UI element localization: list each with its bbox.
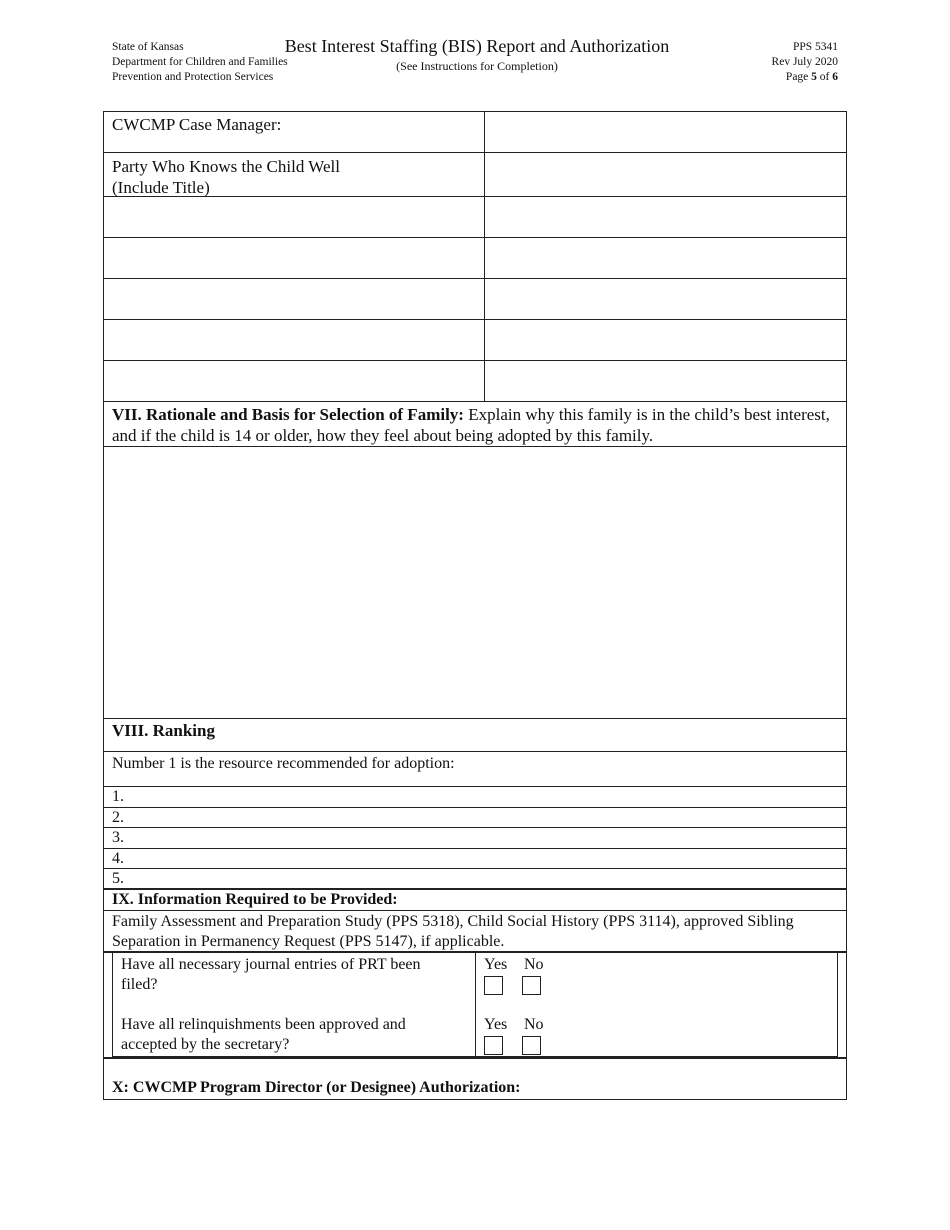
question-relinquishments xyxy=(121,1015,467,1055)
page-current: 5 xyxy=(811,71,817,83)
contact-title-field[interactable] xyxy=(485,320,846,360)
party-label-line1: Party Who Knows the Child Well xyxy=(112,157,340,176)
question2-line2: accepted by the secretary? xyxy=(121,1035,290,1053)
agency-block xyxy=(112,40,288,85)
rank-row[interactable]: 2. xyxy=(103,808,847,829)
section8-heading-row xyxy=(103,719,847,752)
yes-label: Yes xyxy=(484,1015,508,1033)
contact-title-field[interactable] xyxy=(485,361,846,401)
q1-yes-checkbox[interactable] xyxy=(484,976,503,995)
section8-heading: VIII. Ranking xyxy=(112,721,215,740)
bis-form xyxy=(103,111,847,1100)
party-label-line2: (Include Title) xyxy=(112,178,210,197)
question1-line1: Have all necessary journal entries of PRT been xyxy=(121,955,421,973)
question-journal-entries xyxy=(121,955,467,995)
no-label: No xyxy=(524,1015,544,1033)
q1-no-checkbox[interactable] xyxy=(522,976,541,995)
checklist-questions xyxy=(113,953,476,1056)
state-name: State of Kansas xyxy=(112,41,184,53)
contact-row xyxy=(103,279,847,320)
contact-name-field[interactable] xyxy=(104,238,485,278)
question2-line1: Have all relinquishments been approved and xyxy=(121,1015,406,1033)
contact-row xyxy=(103,320,847,361)
section7-heading-row xyxy=(103,402,847,447)
rank-row[interactable]: 1. xyxy=(103,787,847,808)
contact-name-field[interactable] xyxy=(104,279,485,319)
page-of: of xyxy=(816,71,833,83)
ranking-intro: Number 1 is the resource recommended for adoption: xyxy=(103,752,847,787)
checklist-table xyxy=(112,953,838,1057)
checklist-wrapper xyxy=(103,953,847,1059)
q2-yes-checkbox[interactable] xyxy=(484,1036,503,1055)
rank-row[interactable]: 4. xyxy=(103,849,847,870)
contact-title-field[interactable] xyxy=(485,238,846,278)
q2-no-checkbox[interactable] xyxy=(522,1036,541,1055)
contact-title-field[interactable] xyxy=(485,279,846,319)
page-prefix: Page xyxy=(785,71,812,83)
contact-title-field[interactable] xyxy=(485,197,846,237)
contact-row xyxy=(103,238,847,279)
page-header xyxy=(112,36,838,88)
q2-checkboxes xyxy=(484,1036,829,1056)
yes-no-labels xyxy=(484,955,829,975)
party-field[interactable] xyxy=(485,153,846,196)
rank-row[interactable]: 5. xyxy=(103,869,847,890)
contact-name-field[interactable] xyxy=(104,320,485,360)
party-label xyxy=(104,153,485,196)
form-revision: Rev July 2020 xyxy=(771,56,838,68)
section9-heading: IX. Information Required to be Provided: xyxy=(112,890,398,908)
form-title: Best Interest Staffing (BIS) Report and Authorization xyxy=(284,36,670,56)
form-number: PPS 5341 xyxy=(792,41,838,53)
form-subtitle: (See Instructions for Completion) xyxy=(396,59,558,73)
no-label: No xyxy=(524,955,544,973)
yes-no-labels xyxy=(484,1015,829,1035)
section7-heading: VII. Rationale and Basis for Selection of Family: xyxy=(112,405,464,424)
question1-line2: filed? xyxy=(121,975,158,993)
case-manager-field[interactable] xyxy=(485,112,846,152)
party-row xyxy=(103,153,847,197)
form-info-block xyxy=(772,40,838,85)
title-block xyxy=(277,36,677,74)
page-total: 6 xyxy=(832,71,838,83)
page-number xyxy=(772,70,838,85)
case-manager-row xyxy=(103,111,847,153)
contact-name-field[interactable] xyxy=(104,361,485,401)
department-name: Department for Children and Families xyxy=(112,56,288,68)
checklist-answers xyxy=(476,953,837,1056)
contact-row xyxy=(103,361,847,402)
q1-checkboxes xyxy=(484,976,829,996)
case-manager-label: CWCMP Case Manager: xyxy=(104,112,485,152)
yes-label: Yes xyxy=(484,955,508,973)
rationale-textarea[interactable] xyxy=(103,447,847,719)
section9-text: Family Assessment and Preparation Study (PPS 5318), Child Social History (PPS 3114), approved Sibling Separation in Permanency Request (PPS 5147), if applicable. xyxy=(103,911,847,953)
section10-heading: X: CWCMP Program Director (or Designee) Authorization: xyxy=(112,1078,521,1096)
contact-name-field[interactable] xyxy=(104,197,485,237)
rank-row[interactable]: 3. xyxy=(103,828,847,849)
contact-row xyxy=(103,197,847,238)
section10-heading-row xyxy=(103,1059,847,1100)
division-name: Prevention and Protection Services xyxy=(112,71,274,83)
section7-text: Explain why this family is in the child’s best interest, and if the child is 14 or older, how they feel about being adopted by this family. xyxy=(112,405,830,445)
section9-heading-row xyxy=(103,890,847,911)
